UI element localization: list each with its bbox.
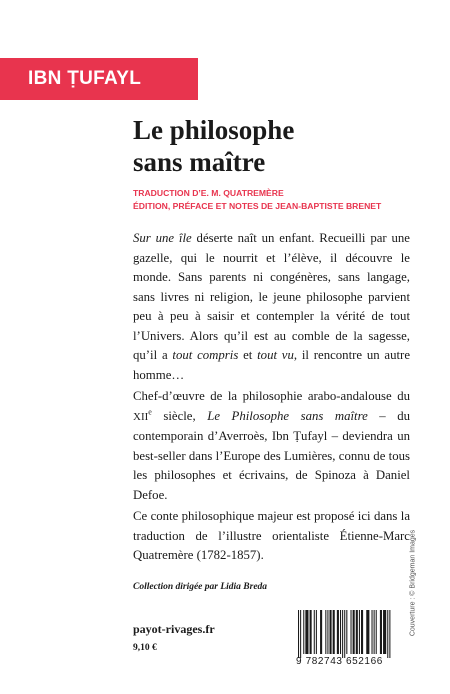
barcode-bar: [342, 610, 343, 658]
barcode-bar: [383, 610, 386, 654]
blurb-emphasis: Sur une île: [133, 231, 192, 245]
cover-credit: [406, 520, 420, 645]
barcode-bar: [340, 610, 341, 654]
author-name: IBN ṬUFAYL: [28, 68, 142, 89]
barcode-bar: [380, 610, 382, 654]
blurb-text: Chef-d’œuvre de la philosophie arabo-andalouse du: [133, 389, 410, 403]
barcode-bar: [359, 610, 360, 654]
cover-credit-text: Couverture : © Bridgeman Images: [409, 529, 417, 636]
century-numeral: XII: [133, 410, 149, 423]
blurb-text: , il rencontre un autre homme…: [133, 348, 410, 382]
century-superscript: e: [148, 407, 152, 417]
barcode-bar: [346, 610, 347, 654]
isbn-number: [296, 656, 400, 667]
isbn-left-group: 782743: [305, 656, 343, 667]
barcode-bar: [305, 610, 308, 654]
edition-credits: [133, 187, 443, 212]
publisher-website[interactable]: payot-rivages.fr: [133, 622, 215, 636]
barcode-bar: [351, 610, 352, 654]
barcode-bar: [387, 610, 388, 658]
barcode-bar: [316, 610, 317, 654]
barcode-bar: [389, 610, 390, 658]
blurb-emphasis: Le Philosophe sans maître: [207, 408, 368, 423]
isbn-right-group: 652166: [345, 656, 383, 667]
blurb-text: et: [238, 348, 258, 362]
barcode-bar: [353, 610, 355, 654]
barcode-bar: [314, 610, 315, 654]
price: 9,10 €: [133, 643, 157, 653]
title-line-2: sans maître: [133, 147, 266, 177]
edition-credit: ÉDITION, PRÉFACE ET NOTES DE JEAN-BAPTISTE BRENET: [133, 200, 382, 211]
barcode-bar: [310, 610, 312, 654]
barcode-bar: [303, 610, 304, 654]
book-title: [133, 114, 433, 178]
barcode-bar: [300, 610, 301, 658]
barcode-bar: [327, 610, 328, 654]
barcode-bar: [325, 610, 326, 654]
barcode-bar: [374, 610, 375, 654]
translation-credit: TRADUCTION D’E. M. QUATREMÈRE: [133, 188, 284, 198]
isbn-lead-digit: 9: [296, 656, 303, 667]
barcode-bar: [361, 610, 363, 654]
author-band: [0, 58, 198, 100]
blurb-text: siècle,: [151, 408, 208, 423]
blurb-paragraph-1: [133, 229, 410, 385]
blurb-paragraph-3: Ce conte philosophique majeur est proposé ici dans la traduction de l’illustre orientaliste Étienne-Marc Quatremère (1782-1857).: [133, 509, 410, 562]
barcode: [296, 610, 396, 658]
barcode-bar: [320, 610, 322, 654]
blurb-emphasis: tout vu: [257, 348, 294, 362]
barcode-bar: [333, 610, 335, 654]
barcode-bar: [330, 610, 332, 654]
collection-editor: Collection dirigée par Lidia Breda: [133, 582, 268, 592]
blurb-emphasis: tout compris: [172, 348, 239, 362]
barcode-bar: [366, 610, 369, 654]
barcode-bar: [344, 610, 345, 658]
back-cover-blurb: [133, 229, 410, 568]
barcode-bar: [356, 610, 358, 654]
barcode-graphic: [296, 610, 396, 658]
barcode-bar: [372, 610, 373, 654]
title-line-1: Le philosophe: [133, 115, 295, 145]
barcode-bar: [376, 610, 377, 654]
blurb-text: déserte naît un enfant. Recueilli par une gazelle, qui le nourrit et l’élève, il découvre le monde. Sans parents ni congénères, sans langage, sans livres ni religion, le jeune philosophe parvient peu à peu à saisir et contempler la vérité de tout l’Univers. Alors qu’il est au comble de la sagesse, qu’il a: [133, 231, 410, 362]
blurb-text: – du contemporain d’Averroès, Ibn Ṭufayl – deviendra un best-seller dans l’Europe des Lumières, connu de tous les philosophes et écrivains, de Spinoza à Daniel Defoe.: [133, 408, 411, 502]
blurb-paragraph-2: [133, 387, 410, 505]
barcode-bar: [337, 610, 339, 654]
barcode-bar: [298, 610, 299, 658]
